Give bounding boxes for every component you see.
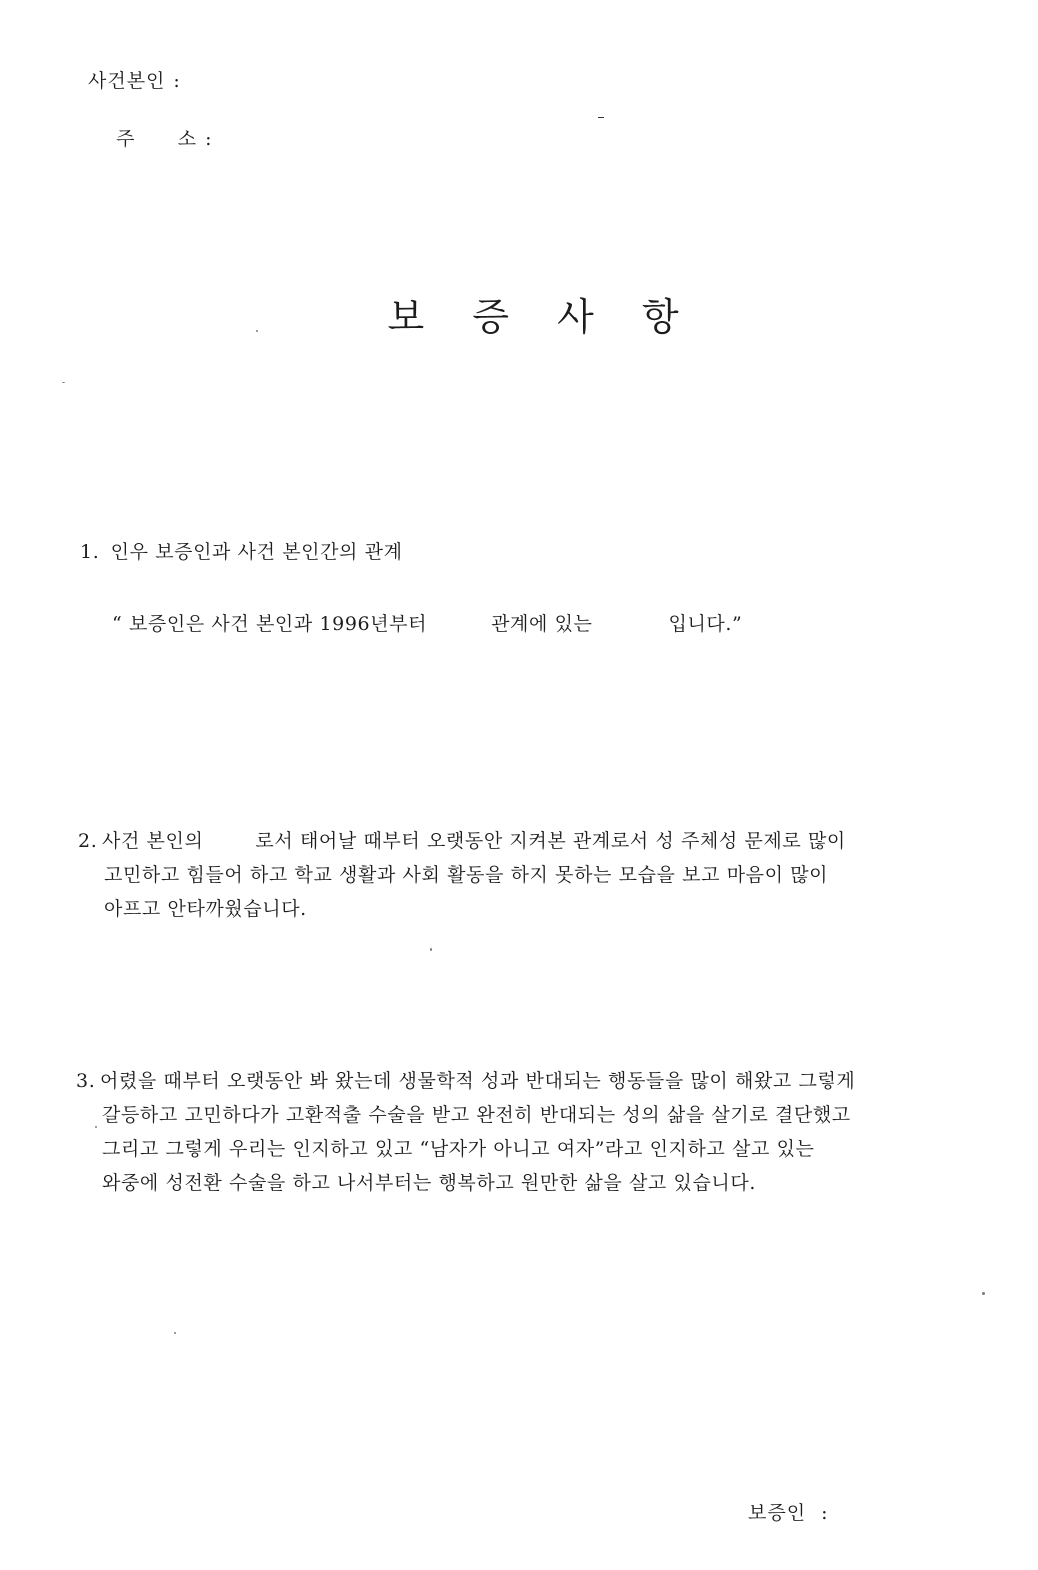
address-line — [88, 102, 213, 173]
section-3-line-1-wrap — [76, 1064, 1006, 1098]
quote-part-1: “ 보증인은 사건 본인과 1996년부터 — [112, 613, 428, 635]
subject-line — [88, 66, 181, 93]
scan-speck — [62, 382, 65, 383]
scan-speck — [174, 1332, 176, 1334]
subject-label: 사건본인 — [88, 70, 166, 92]
section-3 — [76, 1064, 1006, 1200]
subject-colon: : — [173, 70, 181, 92]
section-3-line-4: 와중에 성전환 수술을 하고 나서부터는 행복하고 원만한 삶을 살고 있습니다. — [102, 1172, 756, 1194]
scan-mark — [598, 117, 604, 118]
section-1-heading — [80, 535, 403, 569]
section-1-heading-text: 인우 보증인과 사건 본인간의 관계 — [110, 541, 403, 563]
section-2-line-3: 아프고 안타까웠습니다. — [104, 898, 307, 920]
section-3-number: 3. — [76, 1070, 96, 1092]
scan-speck — [256, 330, 258, 332]
section-2-line-1 — [78, 824, 988, 858]
section-2 — [78, 824, 988, 926]
scan-speck — [982, 1292, 985, 1295]
address-label: 주 소 — [116, 128, 198, 150]
section-2-line-2: 고민하고 힘들어 하고 학교 생활과 사회 활동을 하지 못하는 모습을 보고 마음이 많이 — [104, 864, 829, 886]
guarantor-label: 보증인 — [748, 1502, 807, 1524]
address-colon: : — [205, 128, 213, 150]
section-2-line-1-part-1: 사건 본인의 — [102, 830, 204, 852]
quote-part-3: 입니다.” — [668, 613, 743, 635]
section-2-number: 2. — [78, 830, 98, 852]
quote-part-2: 관계에 있는 — [491, 613, 593, 635]
section-1-quote — [112, 607, 742, 641]
scan-speck — [95, 1126, 97, 1128]
scan-speck — [430, 948, 432, 951]
section-3-line-3: 그리고 그렇게 우리는 인지하고 있고 “남자가 아니고 여자”라고 인지하고 살고 있는 — [102, 1138, 815, 1160]
guarantor-colon: : — [821, 1502, 829, 1524]
section-3-line-1: 어렸을 때부터 오랫동안 봐 왔는데 생물학적 성과 반대되는 행동들을 많이 해왔고 그렇게 — [100, 1070, 856, 1092]
guarantor-signature-line — [748, 1498, 829, 1525]
section-2-line-1-part-2: 로서 태어날 때부터 오랫동안 지켜본 관계로서 성 주체성 문제로 많이 — [255, 830, 846, 852]
section-1-number: 1. — [80, 541, 100, 563]
document-title: 보 증 사 항 — [387, 295, 697, 339]
section-3-line-2: 갈등하고 고민하다가 고환적출 수술을 받고 완전히 반대되는 성의 삶을 살기로 결단했고 — [102, 1104, 851, 1126]
